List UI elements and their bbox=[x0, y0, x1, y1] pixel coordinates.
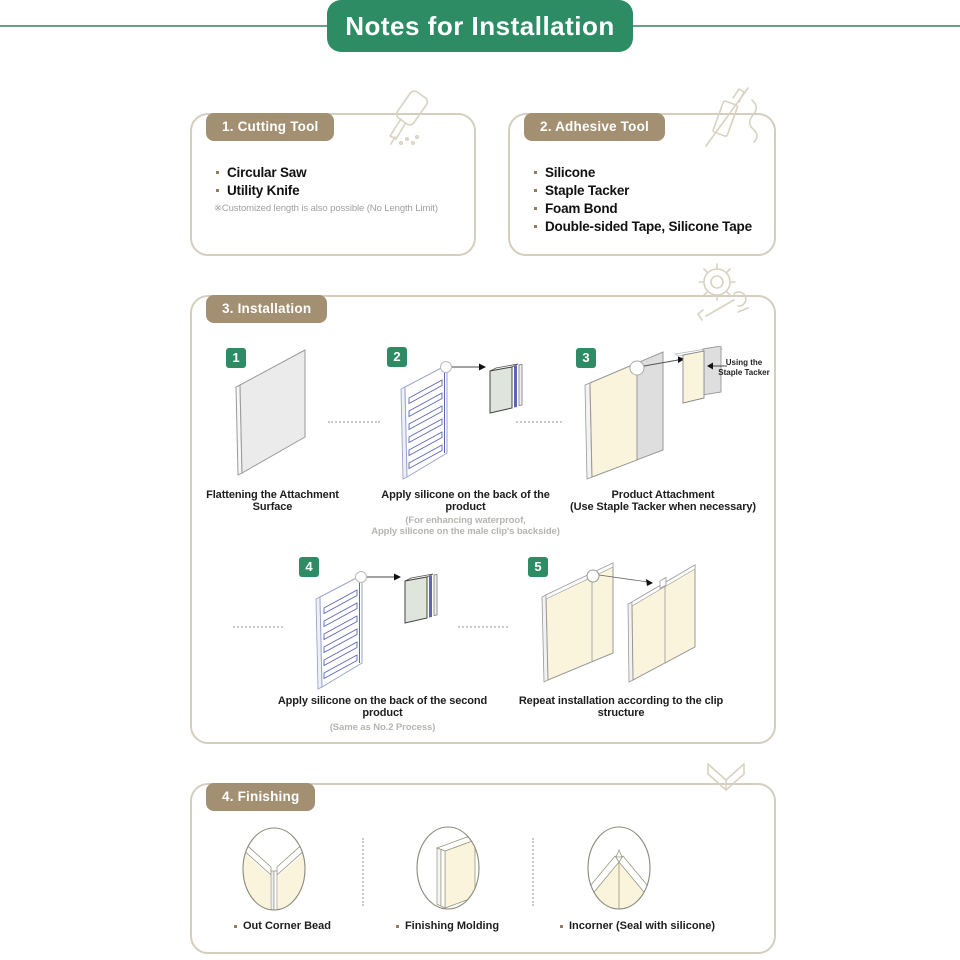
step-4-caption bbox=[275, 695, 490, 733]
caption-line: Product Attachment bbox=[611, 489, 715, 501]
caption-subline: (For enhancing waterproof, bbox=[405, 515, 526, 526]
list-item bbox=[534, 217, 752, 235]
step-2-caption bbox=[368, 489, 563, 537]
dotted-connector bbox=[328, 421, 380, 423]
bullet-icon bbox=[534, 207, 537, 210]
bullet-icon bbox=[534, 225, 537, 228]
caption-line: (Use Staple Tacker when necessary) bbox=[570, 501, 756, 513]
list-item-label: Circular Saw bbox=[227, 164, 307, 180]
silicone-gun-icon bbox=[688, 82, 766, 154]
list-item-label: Foam Bond bbox=[545, 200, 618, 216]
finishing-item-label: Out Corner Bead bbox=[242, 920, 331, 932]
finishing-molding-diagram bbox=[415, 825, 481, 911]
gear-wrench-icon bbox=[690, 260, 760, 326]
step-2-diagram bbox=[398, 352, 523, 484]
adhesive-tool-list bbox=[534, 163, 752, 235]
bullet-icon bbox=[234, 925, 237, 928]
caption-line: Apply silicone on the back of the product bbox=[381, 489, 550, 513]
step-3-annotation bbox=[716, 358, 772, 378]
cutting-note: ※Customized length is also possible (No Length Limit) bbox=[214, 203, 438, 214]
finishing-item-label: Incorner (Seal with silicone) bbox=[568, 920, 716, 932]
bullet-icon bbox=[534, 171, 537, 174]
finishing-label: 4. Finishing bbox=[206, 783, 315, 811]
finishing-item bbox=[205, 920, 360, 932]
corner-bead-icon bbox=[700, 754, 754, 808]
bullet-icon bbox=[534, 189, 537, 192]
dotted-divider bbox=[532, 838, 534, 906]
step-3-diagram bbox=[583, 346, 731, 486]
bullet-icon bbox=[216, 189, 219, 192]
caption-subline: (Same as No.2 Process) bbox=[329, 722, 436, 733]
step-number-badge: 4 bbox=[299, 557, 319, 577]
adhesive-tool-label: 2. Adhesive Tool bbox=[524, 113, 665, 141]
step-4-diagram bbox=[313, 562, 438, 694]
list-item bbox=[534, 181, 752, 199]
step-number-badge: 5 bbox=[528, 557, 548, 577]
out-corner-bead-diagram bbox=[241, 826, 307, 912]
list-item-label: Staple Tacker bbox=[545, 182, 630, 198]
utility-knife-icon bbox=[374, 90, 436, 148]
step-3-caption bbox=[558, 489, 768, 513]
caption-subline: Apply silicone on the male clip's backside) bbox=[371, 526, 560, 537]
dotted-connector bbox=[233, 626, 283, 628]
finishing-item bbox=[530, 920, 745, 932]
caption-line: Apply silicone on the back of the second product bbox=[277, 695, 488, 719]
list-item-label: Utility Knife bbox=[227, 182, 300, 198]
annotation-line: Staple Tacker bbox=[718, 368, 770, 377]
bullet-icon bbox=[216, 171, 219, 174]
incorner-diagram bbox=[586, 825, 652, 911]
list-item bbox=[216, 163, 438, 181]
step-1-caption: Flattening the Attachment Surface bbox=[206, 489, 339, 513]
step-1-diagram bbox=[228, 346, 313, 478]
step-number-badge: 1 bbox=[226, 348, 246, 368]
list-item bbox=[534, 199, 752, 217]
list-item-label: Double-sided Tape, Silicone Tape bbox=[545, 218, 752, 234]
list-item-label: Silicone bbox=[545, 164, 596, 180]
bullet-icon bbox=[560, 925, 563, 928]
step-5-caption: Repeat installation according to the clip structure bbox=[518, 695, 724, 719]
cutting-tool-list bbox=[216, 163, 438, 214]
dotted-divider bbox=[362, 838, 364, 906]
dotted-connector bbox=[458, 626, 508, 628]
installation-label: 3. Installation bbox=[206, 295, 327, 323]
cutting-tool-label: 1. Cutting Tool bbox=[206, 113, 334, 141]
page-title: Notes for Installation bbox=[327, 0, 633, 52]
step-5-diagram bbox=[540, 556, 708, 688]
annotation-line: Using the bbox=[725, 358, 763, 367]
finishing-item bbox=[370, 920, 525, 932]
list-item bbox=[534, 163, 752, 181]
dotted-connector bbox=[516, 421, 562, 423]
step-number-badge: 3 bbox=[576, 348, 596, 368]
bullet-icon bbox=[396, 925, 399, 928]
finishing-item-label: Finishing Molding bbox=[404, 920, 500, 932]
list-item bbox=[216, 181, 438, 199]
step-number-badge: 2 bbox=[387, 347, 407, 367]
